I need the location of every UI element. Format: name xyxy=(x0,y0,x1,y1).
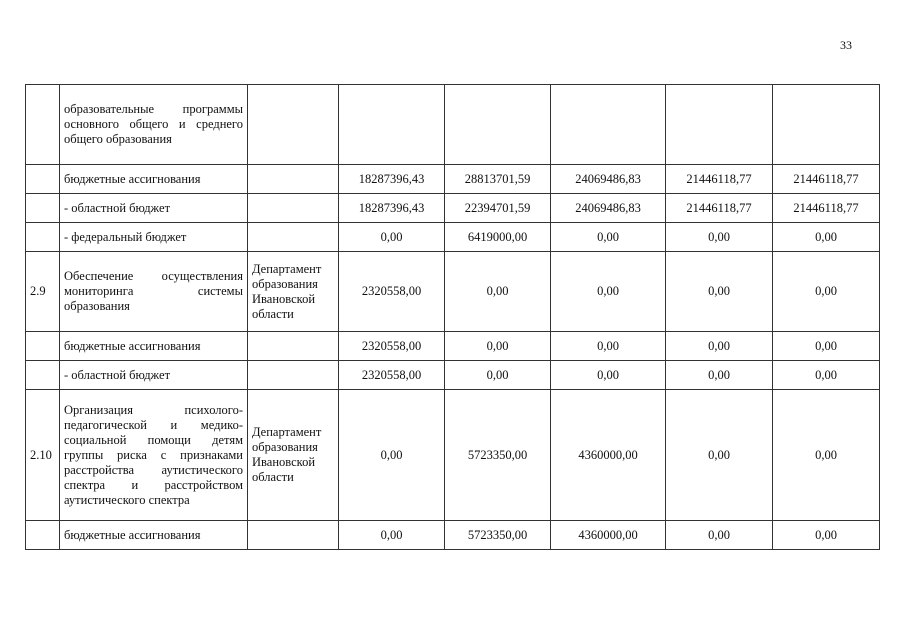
row-code xyxy=(26,332,60,361)
row-executor xyxy=(248,332,339,361)
row-code: 2.9 xyxy=(26,252,60,332)
value-cell: 0,00 xyxy=(339,223,445,252)
table-row xyxy=(26,390,880,521)
value-cell: 0,00 xyxy=(773,223,880,252)
row-name: бюджетные ассигнования xyxy=(60,165,248,194)
value-cell: 2320558,00 xyxy=(339,252,445,332)
value-cell: 0,00 xyxy=(339,390,445,521)
row-executor xyxy=(248,194,339,223)
value-cell: 0,00 xyxy=(551,332,666,361)
table-row xyxy=(26,252,880,332)
value-cell: 18287396,43 xyxy=(339,165,445,194)
table-row xyxy=(26,194,880,223)
value-cell: 2320558,00 xyxy=(339,361,445,390)
value-cell: 18287396,43 xyxy=(339,194,445,223)
value-cell: 0,00 xyxy=(339,521,445,550)
row-code xyxy=(26,521,60,550)
value-cell: 21446118,77 xyxy=(666,194,773,223)
value-cell: 22394701,59 xyxy=(445,194,551,223)
value-cell: 0,00 xyxy=(666,361,773,390)
row-executor: Департамент образования Ивановской области xyxy=(248,390,339,521)
row-name: образовательные программы основного общего и среднего общего образования xyxy=(60,85,248,165)
value-cell: 21446118,77 xyxy=(773,165,880,194)
table-row xyxy=(26,332,880,361)
table-row xyxy=(26,361,880,390)
value-cell xyxy=(339,85,445,165)
value-cell: 0,00 xyxy=(666,332,773,361)
value-cell xyxy=(666,85,773,165)
value-cell: 2320558,00 xyxy=(339,332,445,361)
value-cell: 4360000,00 xyxy=(551,390,666,521)
value-cell xyxy=(445,85,551,165)
value-cell: 0,00 xyxy=(445,361,551,390)
row-name: бюджетные ассигнования xyxy=(60,521,248,550)
value-cell: 0,00 xyxy=(551,252,666,332)
row-executor xyxy=(248,361,339,390)
row-code: 2.10 xyxy=(26,390,60,521)
value-cell: 0,00 xyxy=(445,252,551,332)
value-cell: 5723350,00 xyxy=(445,390,551,521)
value-cell: 6419000,00 xyxy=(445,223,551,252)
value-cell: 0,00 xyxy=(445,332,551,361)
row-executor: Департамент образования Ивановской области xyxy=(248,252,339,332)
row-executor xyxy=(248,223,339,252)
value-cell: 0,00 xyxy=(773,361,880,390)
budget-table xyxy=(25,84,880,550)
value-cell xyxy=(551,85,666,165)
value-cell: 0,00 xyxy=(666,252,773,332)
table-row xyxy=(26,521,880,550)
value-cell: 24069486,83 xyxy=(551,165,666,194)
row-code xyxy=(26,361,60,390)
row-name: Обеспечение осуществления мониторинга системы образования xyxy=(60,252,248,332)
value-cell: 21446118,77 xyxy=(666,165,773,194)
table-row xyxy=(26,85,880,165)
value-cell: 0,00 xyxy=(773,521,880,550)
value-cell: 21446118,77 xyxy=(773,194,880,223)
value-cell: 5723350,00 xyxy=(445,521,551,550)
row-executor xyxy=(248,521,339,550)
table-row xyxy=(26,165,880,194)
row-executor xyxy=(248,165,339,194)
value-cell: 0,00 xyxy=(666,223,773,252)
row-code xyxy=(26,85,60,165)
value-cell: 4360000,00 xyxy=(551,521,666,550)
value-cell: 0,00 xyxy=(666,521,773,550)
table-row xyxy=(26,223,880,252)
value-cell: 0,00 xyxy=(551,223,666,252)
value-cell: 28813701,59 xyxy=(445,165,551,194)
row-code xyxy=(26,194,60,223)
value-cell: 24069486,83 xyxy=(551,194,666,223)
row-name: бюджетные ассигнования xyxy=(60,332,248,361)
value-cell: 0,00 xyxy=(666,390,773,521)
row-code xyxy=(26,165,60,194)
row-name: - областной бюджет xyxy=(60,361,248,390)
value-cell: 0,00 xyxy=(551,361,666,390)
row-name: - областной бюджет xyxy=(60,194,248,223)
row-executor xyxy=(248,85,339,165)
value-cell: 0,00 xyxy=(773,252,880,332)
row-code xyxy=(26,223,60,252)
row-name: - федеральный бюджет xyxy=(60,223,248,252)
value-cell: 0,00 xyxy=(773,332,880,361)
page-number: 33 xyxy=(840,38,852,52)
row-name: Организация психолого-педагогической и медико-социальной помощи детям группы риска с признаками расстройства аутистического спектра и расстройством аутистического спектра xyxy=(60,390,248,521)
value-cell xyxy=(773,85,880,165)
value-cell: 0,00 xyxy=(773,390,880,521)
